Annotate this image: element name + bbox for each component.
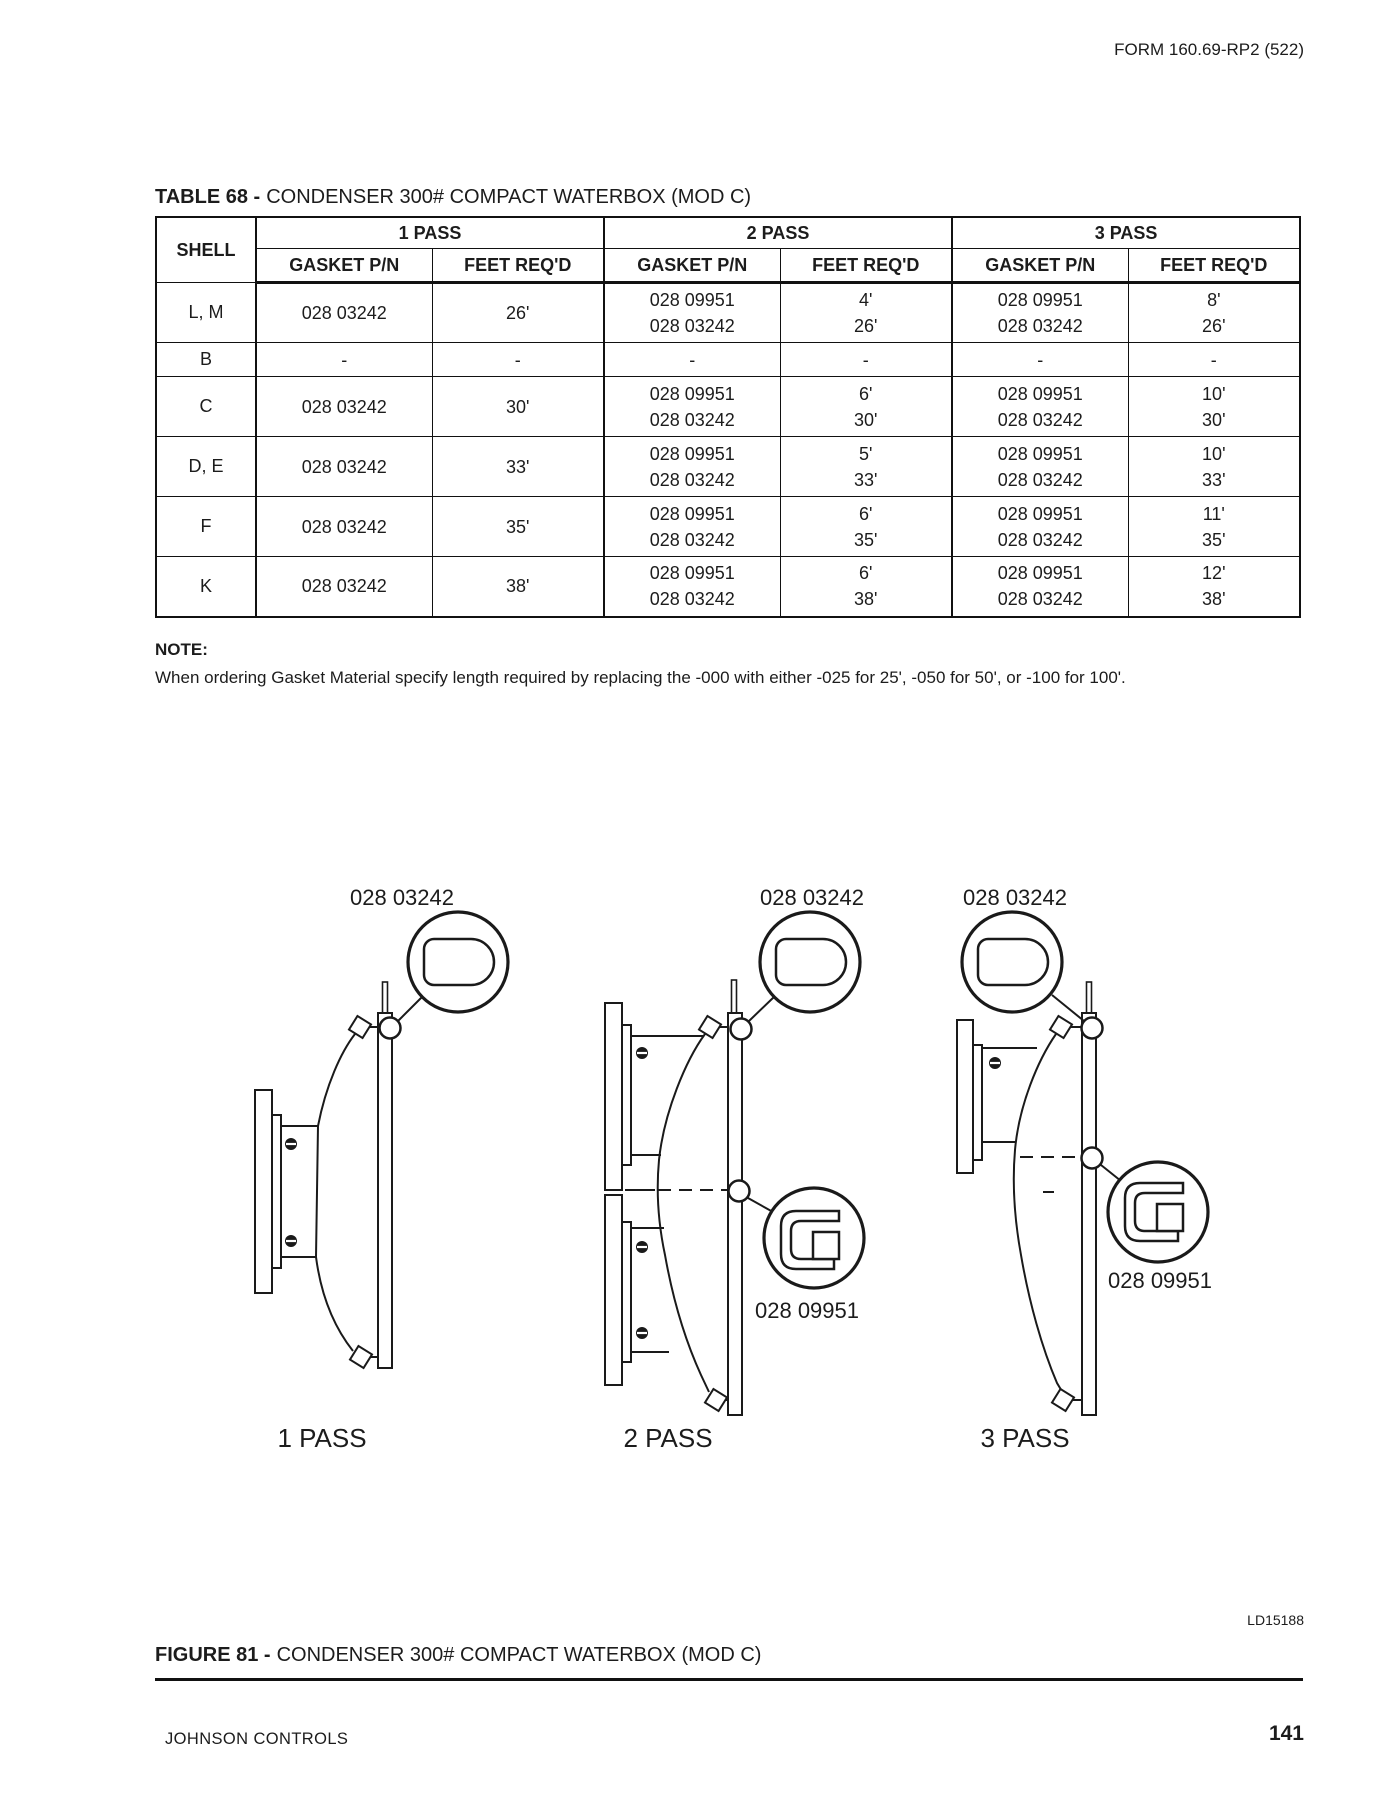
table-cell-feet-reqd: - — [780, 343, 952, 377]
col-header-feet-reqd-2: FEET REQ'D — [780, 249, 952, 283]
figure-81-diagrams — [145, 860, 1320, 1460]
table-cell-feet-reqd: 10' 30' — [1128, 377, 1300, 437]
waterbox-shell-bottom — [316, 1257, 353, 1351]
pass-label-2: 2 PASS — [623, 1423, 713, 1453]
gasket-callout-label: 028 09951 — [755, 1298, 859, 1323]
callout-leader-line — [1101, 1165, 1121, 1181]
table-row — [156, 437, 1300, 497]
callout-leader-line — [748, 1198, 773, 1212]
table-row — [156, 343, 1300, 377]
table-cell-feet-reqd: 38' — [432, 557, 604, 617]
nozzle-flange — [605, 1003, 622, 1190]
table-cell-gasket-pn: 028 09951 028 03242 — [604, 557, 780, 617]
col-header-gasket-pn-3: GASKET P/N — [952, 249, 1128, 283]
tubesheet-bar — [728, 1013, 742, 1415]
note-text: When ordering Gasket Material specify length required by replacing the -000 with either -025 for 25', -050 for 50', or -100 for 100'. — [155, 668, 1126, 687]
col-group-2-pass: 2 PASS — [604, 217, 952, 249]
callout-point-circle — [729, 1181, 750, 1202]
callout-leader-line — [398, 996, 423, 1021]
drawing-code: LD15188 — [1247, 1612, 1304, 1628]
form-number: FORM 160.69-RP2 (522) — [1114, 40, 1304, 59]
table-cell-feet-reqd: 26' — [432, 283, 604, 343]
table-cell-feet-reqd: 5' 33' — [780, 437, 952, 497]
bolt-lug-icon — [350, 1346, 372, 1368]
bolt-lug-icon — [699, 1016, 721, 1038]
table-cell-gasket-pn: 028 03242 — [256, 557, 432, 617]
table-row — [156, 497, 1300, 557]
table-cell-feet-reqd: 30' — [432, 377, 604, 437]
table-title-label: TABLE 68 - — [155, 186, 261, 208]
table-cell-feet-reqd: 12' 38' — [1128, 557, 1300, 617]
table-68-section — [155, 185, 1299, 618]
gasket-table — [155, 216, 1301, 618]
table-cell-gasket-pn: 028 09951 028 03242 — [604, 377, 780, 437]
pass-label-3: 3 PASS — [980, 1423, 1070, 1453]
figure-caption — [155, 1643, 1303, 1681]
table-row — [156, 557, 1300, 617]
table-cell-feet-reqd: 6' 35' — [780, 497, 952, 557]
gasket-callout-label: 028 09951 — [1108, 1268, 1212, 1293]
table-cell-gasket-pn: - — [256, 343, 432, 377]
table-cell-feet-reqd: 10' 33' — [1128, 437, 1300, 497]
waterbox-shell-outline — [658, 1034, 709, 1392]
gasket-profile-icon — [776, 939, 846, 985]
col-group-3-pass: 3 PASS — [952, 217, 1300, 249]
bolt-lug-icon — [349, 1016, 371, 1038]
gasket-profile-icon — [978, 939, 1048, 985]
nozzle-flange — [255, 1090, 272, 1293]
nozzle-flange-inner — [973, 1045, 982, 1160]
figure-caption-text: CONDENSER 300# COMPACT WATERBOX (MOD C) — [276, 1644, 762, 1666]
table-cell-shell: F — [156, 497, 256, 557]
nozzle-flange — [957, 1020, 973, 1173]
col-header-gasket-pn-1: GASKET P/N — [256, 249, 432, 283]
tubesheet-bar — [1082, 1013, 1096, 1415]
col-header-shell: SHELL — [156, 217, 256, 283]
table-cell-gasket-pn: 028 03242 — [256, 377, 432, 437]
note-section — [155, 640, 1235, 688]
callout-point-circle — [380, 1018, 401, 1039]
table-cell-feet-reqd: 11' 35' — [1128, 497, 1300, 557]
table-cell-feet-reqd: 6' 38' — [780, 557, 952, 617]
bolt-icon — [636, 1047, 648, 1059]
table-cell-gasket-pn: 028 09951 028 03242 — [952, 557, 1128, 617]
table-cell-feet-reqd: - — [1128, 343, 1300, 377]
callout-leader-line — [749, 996, 775, 1021]
waterbox-shell-top — [318, 1034, 355, 1126]
table-cell-gasket-pn: - — [952, 343, 1128, 377]
bolt-lug-icon — [1050, 1016, 1072, 1038]
gasket-profile-icon — [424, 939, 494, 985]
tubesheet-bar — [378, 1013, 392, 1368]
gasket-callout-label: 028 03242 — [963, 885, 1067, 910]
bolt-icon — [989, 1057, 1001, 1069]
table-body — [156, 283, 1300, 617]
table-cell-gasket-pn: 028 09951 028 03242 — [952, 283, 1128, 343]
note-label: NOTE: — [155, 640, 208, 659]
table-cell-feet-reqd: 8' 26' — [1128, 283, 1300, 343]
col-header-feet-reqd-3: FEET REQ'D — [1128, 249, 1300, 283]
callout-point-circle — [1082, 1148, 1103, 1169]
table-cell-feet-reqd: - — [432, 343, 604, 377]
nozzle-flange-inner — [272, 1115, 281, 1268]
table-cell-feet-reqd: 35' — [432, 497, 604, 557]
table-cell-gasket-pn: 028 09951 028 03242 — [952, 437, 1128, 497]
table-cell-gasket-pn: 028 03242 — [256, 497, 432, 557]
diagram-1-pass — [255, 885, 508, 1453]
table-cell-gasket-pn: 028 09951 028 03242 — [604, 497, 780, 557]
table-cell-feet-reqd: 6' 30' — [780, 377, 952, 437]
bolt-icon — [285, 1235, 297, 1247]
diagram-3-pass — [957, 885, 1212, 1453]
table-cell-shell: L, M — [156, 283, 256, 343]
figure-caption-label: FIGURE 81 - — [155, 1644, 271, 1666]
table-title-text: CONDENSER 300# COMPACT WATERBOX (MOD C) — [266, 186, 752, 208]
table-row — [156, 283, 1300, 343]
table-cell-shell: B — [156, 343, 256, 377]
col-group-1-pass: 1 PASS — [256, 217, 604, 249]
table-cell-shell: K — [156, 557, 256, 617]
table-cell-feet-reqd: 4' 26' — [780, 283, 952, 343]
diagram-2-pass — [605, 885, 864, 1453]
pass-label-1: 1 PASS — [277, 1423, 367, 1453]
table-cell-gasket-pn: 028 09951 028 03242 — [604, 437, 780, 497]
bolt-icon — [285, 1138, 297, 1150]
table-cell-shell: C — [156, 377, 256, 437]
bolt-lug-icon — [1052, 1389, 1074, 1411]
footer-company: JOHNSON CONTROLS — [165, 1730, 349, 1748]
table-cell-shell: D, E — [156, 437, 256, 497]
col-header-gasket-pn-2: GASKET P/N — [604, 249, 780, 283]
table-cell-gasket-pn: 028 09951 028 03242 — [952, 377, 1128, 437]
table-title — [155, 185, 1299, 209]
table-cell-gasket-pn: 028 09951 028 03242 — [952, 497, 1128, 557]
nozzle-flange-inner — [622, 1222, 631, 1362]
table-cell-gasket-pn: 028 03242 — [256, 437, 432, 497]
waterbox-shell-outline — [1014, 1034, 1063, 1393]
callout-point-circle — [1082, 1018, 1103, 1039]
bolt-icon — [636, 1241, 648, 1253]
gasket-callout-label: 028 03242 — [350, 885, 454, 910]
gasket-callout-label: 028 03242 — [760, 885, 864, 910]
table-row — [156, 377, 1300, 437]
col-header-feet-reqd-1: FEET REQ'D — [432, 249, 604, 283]
bolt-icon — [636, 1327, 648, 1339]
lifting-stub — [732, 980, 737, 1016]
nozzle-flange-inner — [622, 1025, 631, 1165]
nozzle-flange — [605, 1195, 622, 1385]
table-cell-feet-reqd: 33' — [432, 437, 604, 497]
callout-point-circle — [731, 1019, 752, 1040]
table-cell-gasket-pn: 028 09951 028 03242 — [604, 283, 780, 343]
table-cell-gasket-pn: 028 03242 — [256, 283, 432, 343]
page-number: 141 — [1268, 1722, 1304, 1745]
table-cell-gasket-pn: - — [604, 343, 780, 377]
